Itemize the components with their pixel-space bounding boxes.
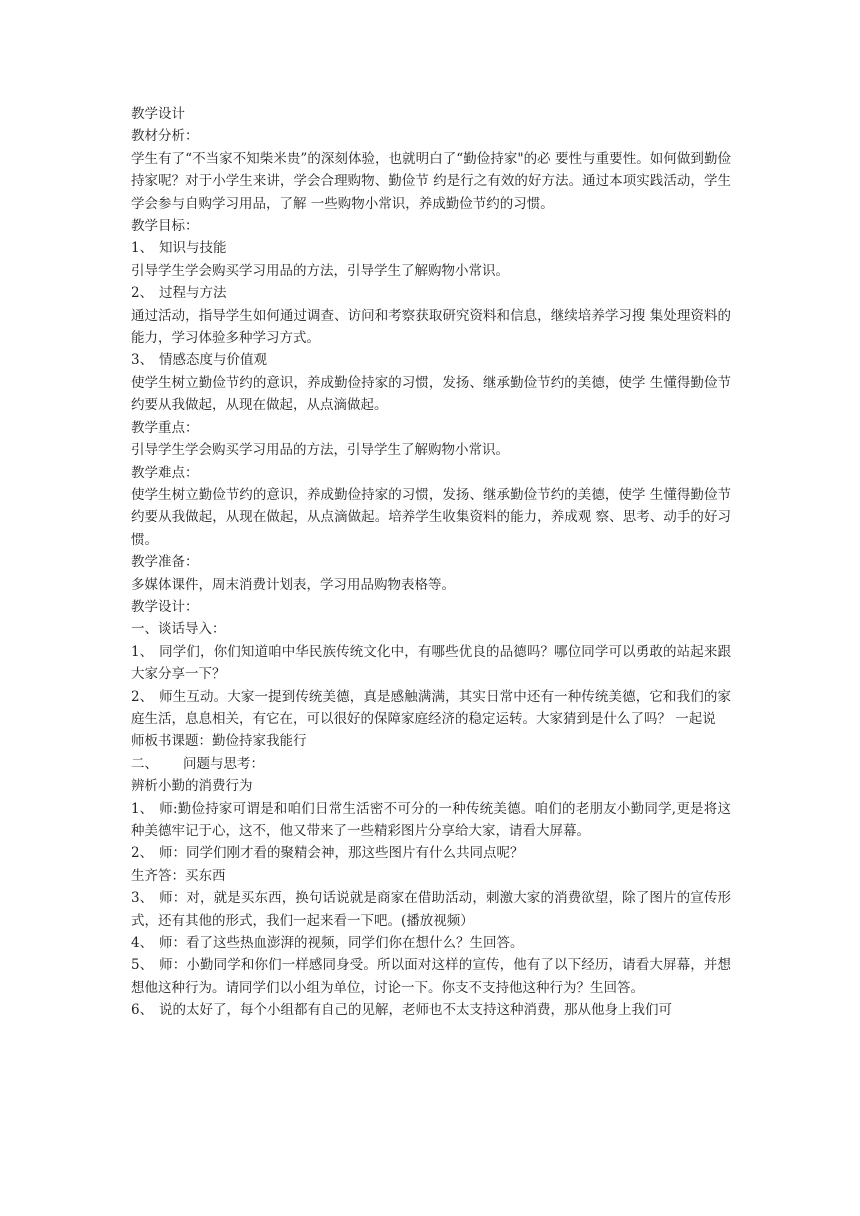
goal3-heading bbox=[131, 349, 731, 371]
key-text: 引导学生学会购买学习用品的方法，引导学生了解购物小常识。 bbox=[131, 442, 509, 459]
s1-item1-number: 1、 bbox=[131, 643, 154, 660]
s2-item4-number: 4、 bbox=[131, 935, 154, 952]
goal2-heading bbox=[131, 282, 731, 304]
s2-answer: 生齐答：买东西 bbox=[131, 867, 226, 884]
s1-item1-text: 同学们，你们知道咱中华民族传统文化中，有哪些优良的品德吗？哪位同学可以勇敢的站起来跟大家分享一下？ bbox=[131, 643, 731, 683]
section2-title: 问题与思考： bbox=[183, 755, 264, 772]
goal3-title: 情感态度与价值观 bbox=[159, 352, 267, 369]
goal1-title: 知识与技能 bbox=[159, 240, 227, 257]
s2-item6-text: 说的太好了，每个小组都有自己的见解，老师也不太支持这种消费，那从他身上我们可 bbox=[159, 1002, 672, 1019]
s2-subheading: 辨析小勤的消费行为 bbox=[131, 778, 253, 795]
goal2-number: 2、 bbox=[131, 285, 154, 302]
s2-item4-text: 师：看了这些热血澎湃的视频，同学们你在想什么？生回答。 bbox=[159, 935, 524, 952]
goal1-number: 1、 bbox=[131, 240, 154, 257]
s2-item2-text: 师：同学们刚才看的聚精会神，那这些图片有什么共同点呢？ bbox=[159, 845, 524, 862]
s1-item2 bbox=[131, 686, 731, 731]
s1-item2-text: 师生互动。大家一提到传统美德，真是感触满满，其实日常中还有一种传统美德，它和我们的家庭生活，息息相关，有它在，可以很好的保障家庭经济的稳定运转。大家猜到是什么了吗？ 一起说 bbox=[131, 688, 731, 727]
document-page bbox=[131, 103, 731, 1022]
s2-item5-text: 师：小勤同学和你们一样感同身受。所以面对这样的宣传，他有了以下经历，请看大屏幕，并想想他这种行为。请同学们以小组为单位，讨论一下。你支不支持他这种行为？生回答。 bbox=[131, 957, 731, 996]
s2-item3 bbox=[131, 887, 731, 932]
s2-item3-text: 师：对，就是买东西，换句话说就是商家在借助活动，刺激大家的消费欲望，除了图片的宣传形式，还有其他的形式，我们一起来看一下吧。(播放视频） bbox=[131, 890, 731, 929]
s2-item5 bbox=[131, 954, 731, 999]
doc-title: 教学设计 bbox=[131, 106, 185, 122]
s1-item1 bbox=[131, 641, 731, 686]
prep-text: 多媒体课件，周末消费计划表，学习用品购物表格等。 bbox=[131, 576, 455, 593]
goal2-text: 通过活动，指导学生如何通过调查、访问和考察获取研究资料和信息，继续培养学习搜 集处理资料的能力，学习体验多种学习方式。 bbox=[131, 307, 731, 347]
difficulty-text: 使学生树立勤俭节约的意识，养成勤俭持家的习惯，发扬、继承勤俭节约的美德，使学 生懂得勤俭节约要从我做起，从现在做起，从点滴做起。培养学生收集资料的能力，养成观 察、思考、动手的好习惯。 bbox=[131, 486, 731, 548]
difficulty-heading: 教学难点： bbox=[131, 464, 199, 481]
s2-item3-number: 3、 bbox=[131, 890, 154, 907]
goals-heading: 教学目标： bbox=[131, 218, 199, 235]
goal3-text: 使学生树立勤俭节约的意识，养成勤俭持家的习惯，发扬、继承勤俭节约的美德，使学 生懂得勤俭节约要从我做起，从现在做起，从点滴做起。 bbox=[131, 374, 731, 414]
s2-item1-number: 1、 bbox=[131, 800, 154, 817]
section2-number: 二、 bbox=[131, 755, 158, 772]
key-heading: 教学重点： bbox=[131, 419, 199, 436]
s2-item1-text: 师:勤俭持家可谓是和咱们日常生活密不可分的一种传统美德。咱们的老朋友小勤同学,更是将这种美德牢记于心，这不，他又带来了一些精彩图片分享给大家，请看大屏幕。 bbox=[131, 800, 731, 839]
s2-item2 bbox=[131, 842, 731, 864]
prep-heading: 教学准备： bbox=[131, 554, 199, 571]
s2-item5-number: 5、 bbox=[131, 957, 154, 974]
s1-item2-number: 2、 bbox=[131, 688, 154, 705]
s2-item2-number: 2、 bbox=[131, 845, 154, 862]
goal2-title: 过程与方法 bbox=[159, 285, 227, 302]
s2-item6 bbox=[131, 999, 731, 1021]
goal1-heading bbox=[131, 237, 731, 259]
board-text: 师板书课题：勤俭持家我能行 bbox=[131, 733, 307, 750]
analysis-heading: 教材分析： bbox=[131, 128, 199, 145]
goal1-text: 引导学生学会购买学习用品的方法，引导学生了解购物小常识。 bbox=[131, 262, 509, 279]
s2-item1 bbox=[131, 798, 731, 843]
section2-heading bbox=[131, 753, 731, 775]
s2-item4 bbox=[131, 932, 731, 954]
analysis-text: 学生有了“不当家不知柴米贵”的深刻体验，也就明白了“勤俭持家"的必 要性与重要性。如何做到勤俭持家呢？对于小学生来讲，学会合理购物、勤俭节 约是行之有效的好方法。通过本项实践活动，学生学会参与自购学习用品，了解 一些购物小常识，养成勤俭节约的习惯。 bbox=[131, 150, 731, 212]
design-heading: 教学设计： bbox=[131, 598, 199, 615]
goal3-number: 3、 bbox=[131, 352, 154, 369]
section1-heading: 一、谈话导入： bbox=[131, 621, 226, 638]
s2-item6-number: 6、 bbox=[131, 1002, 154, 1019]
